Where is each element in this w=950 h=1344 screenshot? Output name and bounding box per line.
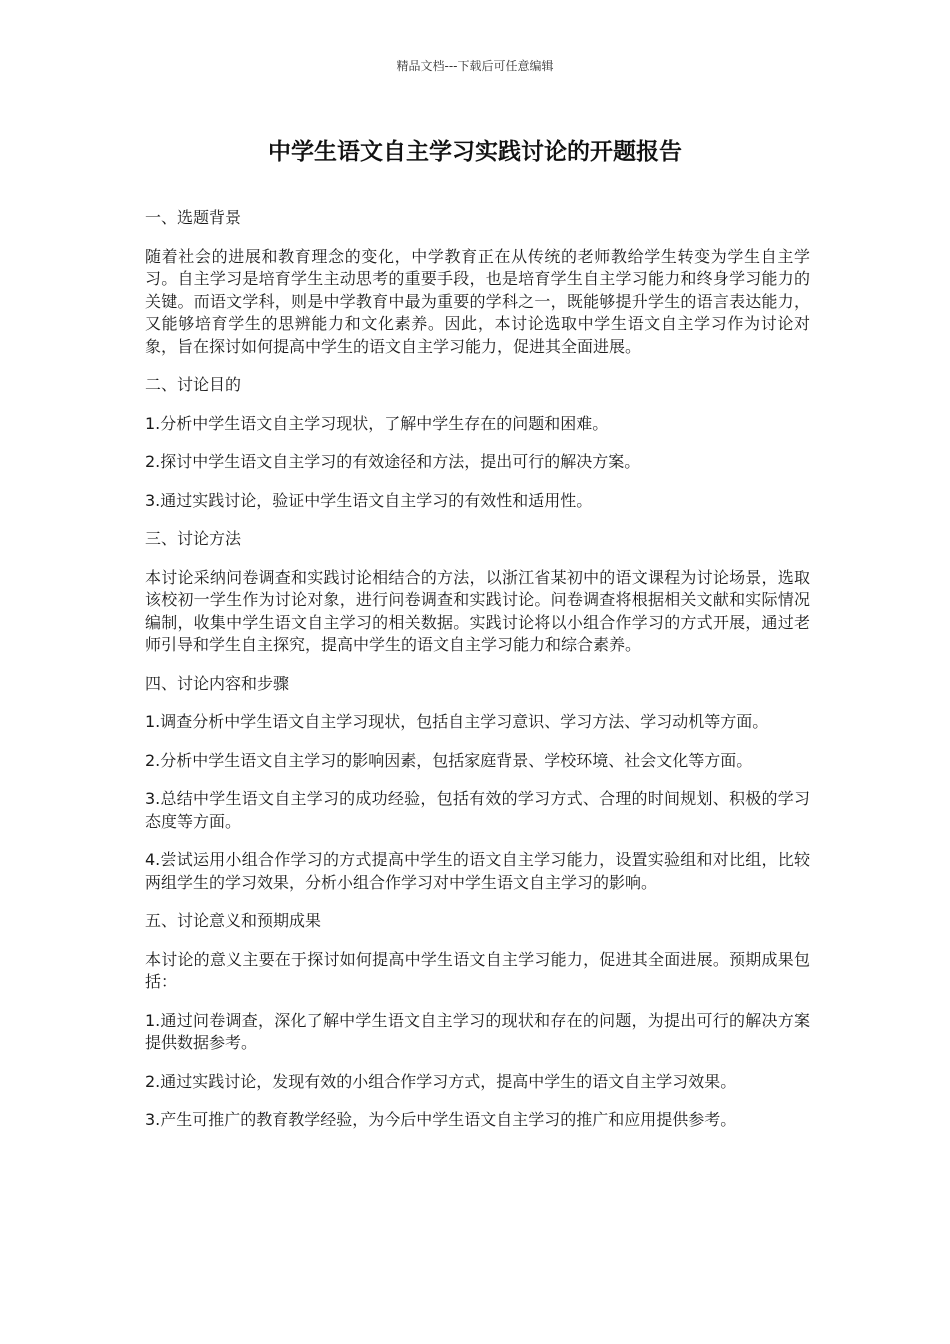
document-body bbox=[145, 207, 810, 1148]
section-heading-content-steps: 四、讨论内容和步骤 bbox=[145, 673, 290, 693]
section-heading-significance: 五、讨论意义和预期成果 bbox=[145, 911, 322, 930]
section-heading-method: 三、讨论方法 bbox=[145, 529, 242, 548]
paragraph-significance: 本讨论的意义主要在于探讨如何提高中学生语文自主学习能力，促进其全面进展。预期成果包括： bbox=[145, 949, 810, 991]
step-item-4: 4.尝试运用小组合作学习的方式提高中学生的语文自主学习能力，设置实验组和对比组，比较两组学生的学习效果，分析小组合作学习对中学生语文自主学习的影响。 bbox=[145, 850, 810, 892]
header-note: 精品文档---下载后可任意编辑 bbox=[396, 59, 554, 73]
purpose-item-3: 3.通过实践讨论，验证中学生语文自主学习的有效性和适用性。 bbox=[145, 490, 593, 510]
document-title: 中学生语文自主学习实践讨论的开题报告 bbox=[268, 139, 682, 165]
section-heading-background: 一、选题背景 bbox=[145, 208, 242, 227]
step-item-3: 3.总结中学生语文自主学习的成功经验，包括有效的学习方式、合理的时间规划、积极的学习态度等方面。 bbox=[145, 789, 810, 831]
section-heading-purpose: 二、讨论目的 bbox=[145, 375, 242, 394]
step-item-1: 1.调查分析中学生语文自主学习现状，包括自主学习意识、学习方法、学习动机等方面。 bbox=[145, 712, 769, 731]
purpose-item-1: 1.分析中学生语文自主学习现状，了解中学生存在的问题和困难。 bbox=[145, 413, 609, 433]
purpose-item-2: 2.探讨中学生语文自主学习的有效途径和方法，提出可行的解决方案。 bbox=[145, 452, 641, 471]
outcome-item-3: 3.产生可推广的教育教学经验，为今后中学生语文自主学习的推广和应用提供参考。 bbox=[145, 1110, 737, 1129]
step-item-2: 2.分析中学生语文自主学习的影响因素，包括家庭背景、学校环境、社会文化等方面。 bbox=[145, 750, 753, 770]
outcome-item-1: 1.通过问卷调查，深化了解中学生语文自主学习的现状和存在的问题，为提出可行的解决方案提供数据参考。 bbox=[145, 1010, 810, 1052]
paragraph-background: 随着社会的进展和教育理念的变化，中学教育正在从传统的老师教给学生转变为学生自主学习。自主学习是培育学生主动思考的重要手段，也是培育学生自主学习能力和终身学习能力的关键。而语文学科，则是中学教育中最为重要的学科之一，既能够提升学生的语言表达能力，又能够培育学生的思辨能力和文化素养。因此，本讨论选取中学生语文自主学习作为讨论对象，旨在探讨如何提高中学生的语文自主学习能力，促进其全面进展。 bbox=[145, 246, 810, 356]
outcome-item-2: 2.通过实践讨论，发现有效的小组合作学习方式，提高中学生的语文自主学习效果。 bbox=[145, 1071, 737, 1091]
paragraph-method: 本讨论采纳问卷调查和实践讨论相结合的方法，以浙江省某初中的语文课程为讨论场景，选取该校初一学生作为讨论对象，进行问卷调查和实践讨论。问卷调查将根据相关文献和实际情况编制，收集中学生语文自主学习的相关数据。实践讨论将以小组合作学习的方式开展，通过老师引导和学生自主探究，提高中学生的语文自主学习能力和综合素养。 bbox=[145, 567, 810, 654]
